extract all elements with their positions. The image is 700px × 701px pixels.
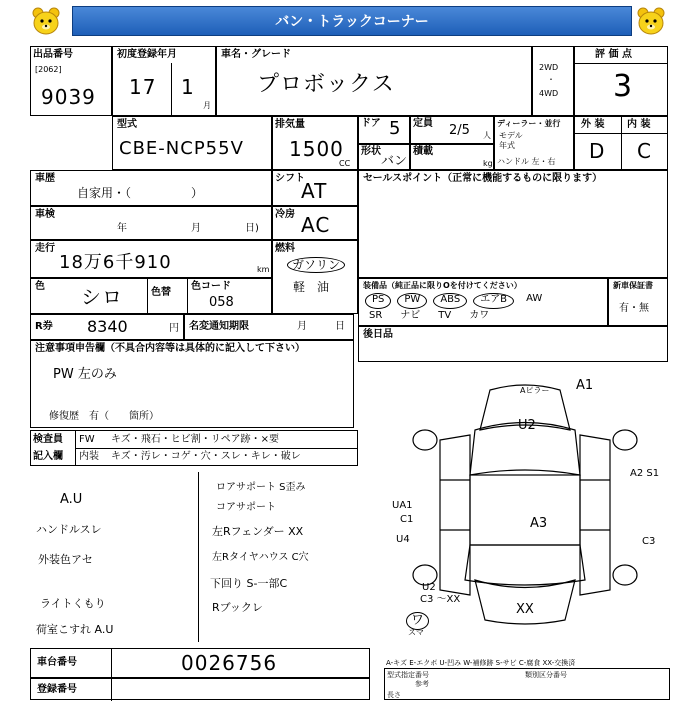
size-label-3: 参考 (415, 680, 429, 688)
displacement-unit: CC (339, 159, 351, 168)
shift-value: AT (301, 179, 328, 203)
lot-box (30, 46, 112, 116)
remark-right-2: コアサポート (216, 502, 276, 513)
shape-value: バン (381, 154, 408, 169)
shift-label: シフト (275, 173, 305, 184)
remark-right-1: ロアサポート S歪み (216, 482, 306, 493)
fuel-label: 燃料 (275, 243, 295, 254)
reg-label: 登録番号 (37, 684, 77, 695)
inspector-int-items: キズ・汚レ・コゲ・穴・スレ・キレ・破レ (111, 451, 301, 462)
legend-text: A-キズ E-エクボ U-凹み W-補修跡 S-サビ C-腐食 XX-交換済 (386, 659, 576, 667)
equip-tv: TV (438, 310, 452, 321)
remark-left-3: 外装色アセ (38, 553, 93, 566)
remarks-left (30, 472, 198, 648)
fuel-option-diesel: 軽 油 (293, 280, 330, 294)
model-code-label: 型式 (117, 119, 137, 130)
mileage-value: 18万6千910 (59, 252, 172, 273)
equipment-row1 (365, 293, 605, 309)
diagram-mark-u2: U2 (518, 418, 536, 433)
diagram-mark-c3-xx: C3 ～XX (420, 594, 461, 605)
remark-left-4: ライトくもり (40, 597, 106, 610)
ext-label: 外 装 (581, 119, 605, 130)
equipment-box (358, 278, 608, 326)
color-code-value: 058 (209, 295, 234, 310)
model-name-value: プロボックス (257, 72, 395, 97)
seats-label: 定員 (413, 118, 433, 129)
sales-point-label: セールスポイント（正常に機能するものに限ります） (363, 173, 603, 184)
inspector-hline (75, 448, 357, 449)
size-label-2: 類別区分番号 (525, 671, 567, 679)
first-reg-month-unit: 月 (203, 101, 211, 110)
inspection-label: 車検 (35, 209, 55, 220)
doors-box (358, 116, 410, 144)
diagram-mark-u4: U4 (396, 534, 410, 545)
equip-abs: ABS (433, 293, 467, 309)
r-ticket-box (30, 314, 184, 340)
history-box (30, 170, 272, 206)
color-code-label: 色コード (191, 281, 231, 292)
aircon-value: AC (301, 213, 331, 237)
displacement-label: 排気量 (275, 119, 305, 130)
inspector-label2: 記入欄 (33, 451, 63, 462)
displacement-value: 1500 (289, 137, 344, 161)
equip-airbag: エアB (473, 293, 514, 309)
drive-2wd: 2WD (539, 63, 559, 72)
repair-history: 修復歴 有（ 箇所） (49, 411, 159, 422)
rating-box (574, 46, 668, 116)
first-reg-year: 17 (129, 75, 157, 99)
color-divider1 (147, 279, 148, 313)
aircon-box (272, 206, 358, 240)
size-label-4: 長さ (387, 691, 401, 699)
diagram-side: Aピラー (520, 386, 550, 395)
remark-left-5: 荷室こすれ A.U (36, 623, 114, 636)
remarks-divider (198, 472, 199, 642)
recycle-label: 新車保証書 (613, 281, 653, 290)
chassis-divider (111, 649, 112, 677)
inspector-fw-items: キズ・飛石・ヒビ割・リペア跡・×要 (111, 434, 279, 445)
model-name-label: 車名・グレード (221, 49, 291, 60)
recycle-value: 有・無 (619, 303, 649, 314)
bear-mascot-icon (30, 6, 62, 36)
seats-unit: 人 (483, 131, 491, 140)
history-value: 自家用・（ ） (77, 186, 204, 200)
aircon-label: 冷房 (275, 209, 295, 220)
diagram-mark-suma: スマ (408, 628, 424, 637)
paint-label: 色替 (151, 287, 171, 298)
inspection-year: 年 (117, 223, 127, 234)
rating-divider (575, 63, 667, 64)
sales-point-box (358, 170, 668, 278)
first-reg-label: 初度登録年月 (117, 49, 177, 60)
load-unit: kg (483, 159, 493, 168)
doors-value: 5 (389, 118, 401, 139)
remark-left-1: A.U (60, 492, 83, 507)
inspection-box (30, 206, 272, 240)
first-reg-month: 1 (181, 75, 195, 99)
equip-ps: PS (365, 293, 391, 309)
history-label: 車歴 (35, 173, 55, 184)
equip-aw: AW (526, 293, 543, 304)
model-name-box (216, 46, 532, 116)
model-year-label: モデル 年式 (499, 131, 523, 150)
color-value: シロ (81, 285, 123, 309)
reg-box (30, 678, 370, 700)
title-change-day: 日 (335, 321, 345, 332)
banner-title: バン・トラックコーナー (275, 14, 429, 30)
equip-navi: ナビ (400, 310, 421, 321)
inspector-fw-label: FW (79, 434, 95, 445)
drive-dot: ・ (547, 75, 555, 84)
bear-mascot-icon (635, 6, 667, 36)
rating-value: 3 (613, 69, 634, 104)
seats-value: 2/5 (449, 123, 470, 138)
notes-value: PW 左のみ (53, 367, 117, 382)
title-change-box (184, 314, 354, 340)
first-reg-divider (171, 63, 172, 116)
r-ticket-unit: 円 (169, 323, 179, 334)
grades-vline (621, 117, 622, 169)
title-change-month: 月 (297, 321, 307, 332)
diagram-mark-a3: A3 (530, 516, 548, 531)
shift-box (272, 170, 358, 206)
displacement-box (272, 116, 358, 170)
ext-grade: D (589, 139, 606, 163)
seats-box (410, 116, 494, 144)
after-market-box (358, 326, 668, 362)
inspection-month: 月 (191, 223, 201, 234)
size-label-1: 型式指定番号 (387, 671, 429, 679)
reg-divider (111, 679, 112, 701)
inspection-day: 日) (245, 223, 259, 234)
int-label: 内 装 (627, 119, 651, 130)
r-ticket-value: 8340 (87, 317, 128, 336)
shape-box (358, 144, 410, 170)
remark-right-3: 左Rフェンダー XX (212, 525, 304, 538)
inspector-box (30, 430, 358, 466)
load-label: 積載 (413, 146, 433, 157)
title-change-label: 名変通知期限 (189, 321, 249, 332)
dealer-box (494, 116, 574, 170)
equipment-label: 装備品（純正品に限りOを付けてください） (363, 281, 522, 290)
diagram-mark-u2-rear: U2 (422, 582, 436, 593)
lot-sub: [2062] (35, 65, 62, 74)
recycle-box (608, 278, 668, 326)
remark-left-2: ハンドルスレ (36, 523, 102, 536)
int-grade: C (637, 139, 652, 163)
size-box (384, 668, 670, 700)
doors-label: ドア (361, 118, 381, 129)
after-market-label: 後日品 (363, 329, 393, 340)
lot-number: 9039 (41, 85, 96, 109)
mileage-label: 走行 (35, 243, 55, 254)
mileage-unit: km (257, 265, 270, 274)
diagram-mark-c1: C1 (400, 514, 414, 525)
load-box (410, 144, 494, 170)
equip-pw: PW (397, 293, 427, 309)
chassis-label: 車台番号 (37, 657, 77, 668)
header-banner (30, 2, 670, 40)
shape-label: 形状 (361, 146, 381, 157)
car-diagram (380, 370, 670, 640)
remark-right-6: Rブックレ (212, 601, 263, 614)
rating-label: 評 価 点 (595, 49, 632, 60)
chassis-box (30, 648, 370, 678)
equipment-row2 (369, 310, 599, 326)
notes-label: 注意事項申告欄（不具合内容等は具体的に記入して下さい） (35, 343, 305, 354)
diagram-mark-ua1: UA1 (392, 500, 413, 511)
r-ticket-label: R券 (35, 321, 53, 332)
color-label: 色 (35, 281, 45, 292)
remark-right-4: 左Rタイヤハウス C穴 (212, 552, 309, 563)
handle-label: ハンドル 左・右 (497, 157, 556, 166)
fuel-option-gasoline: ガソリン (287, 257, 345, 273)
lot-label: 出品番号 (33, 49, 73, 60)
equip-sr: SR (369, 310, 383, 321)
first-reg-box (112, 46, 216, 116)
mileage-box (30, 240, 272, 278)
grades-box (574, 116, 668, 170)
remarks-right (200, 472, 370, 648)
inspector-label1: 検査員 (33, 434, 63, 445)
diagram-mark-a2s1: A2 S1 (630, 468, 660, 479)
color-box (30, 278, 272, 314)
chassis-value: 0026756 (181, 651, 278, 675)
drive-box (532, 46, 574, 116)
fuel-box (272, 240, 358, 314)
model-code-box (112, 116, 272, 170)
inspector-int-label: 内装 (79, 451, 99, 462)
equip-leather: カワ (469, 310, 490, 321)
color-divider2 (187, 279, 188, 313)
diagram-mark-wa: ワ (406, 612, 429, 630)
dealer-label: ディーラー・並行 (497, 119, 561, 128)
diagram-mark-a1: A1 (576, 378, 594, 393)
model-code-value: CBE-NCP55V (119, 138, 244, 159)
diagram-mark-xx: XX (516, 602, 534, 617)
notes-box (30, 340, 354, 428)
remark-right-5: 下回り S-一部C (210, 577, 288, 590)
diagram-mark-c3: C3 (642, 536, 656, 547)
drive-4wd: 4WD (539, 89, 559, 98)
